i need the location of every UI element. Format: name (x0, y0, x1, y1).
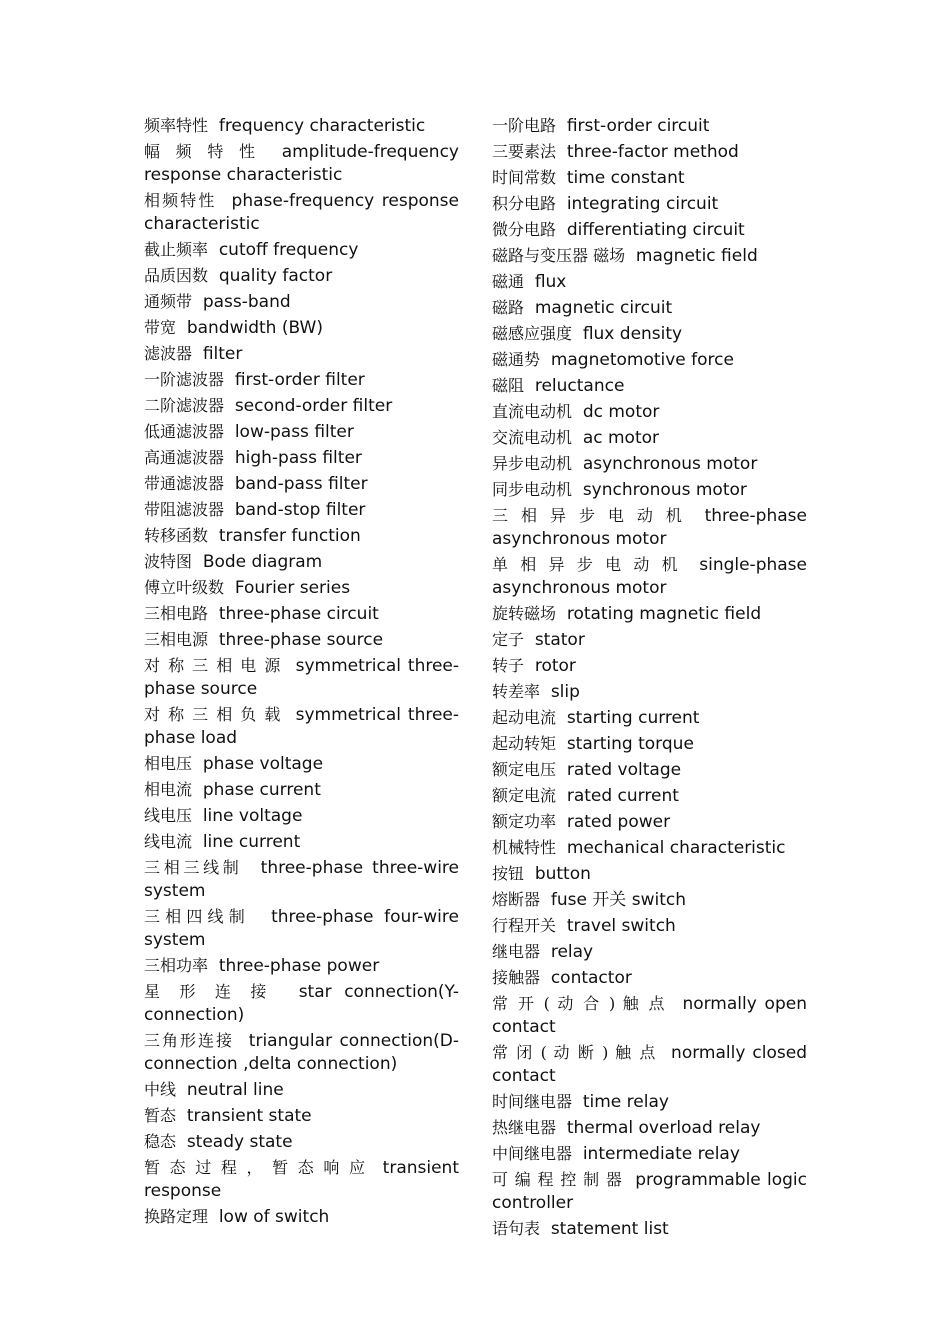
english-term: statement list (550, 1219, 669, 1239)
glossary-entry (144, 140, 459, 187)
glossary-entry (492, 602, 807, 626)
chinese-term: 定子 (492, 630, 525, 649)
english-term: rated current (566, 786, 679, 806)
english-term: star connection(Y-connection) (144, 982, 459, 1025)
chinese-term: 相电流 (144, 780, 193, 799)
chinese-term: 三要素法 (492, 142, 557, 161)
english-term: rated voltage (566, 760, 682, 780)
chinese-term: 转子 (492, 656, 525, 675)
glossary-entry (144, 752, 459, 776)
english-term: line current (202, 832, 301, 852)
glossary-entry (492, 810, 807, 834)
glossary-entry (492, 654, 807, 678)
chinese-term: 可 编 程 控 制 器 (492, 1170, 623, 1189)
chinese-term: 同步电动机 (492, 480, 573, 499)
glossary-entry (144, 856, 459, 903)
glossary-entry (492, 452, 807, 476)
english-term: frequency characteristic (218, 116, 426, 136)
english-term: symmetrical three-phase load (144, 705, 460, 748)
chinese-term: 频率特性 (144, 116, 209, 135)
chinese-term: 磁阻 (492, 376, 525, 395)
chinese-term: 一阶滤波器 (144, 370, 225, 389)
glossary-entry (144, 602, 459, 626)
english-term: triangular connection(D-connection ,delta connection) (144, 1031, 459, 1074)
glossary-entry (144, 472, 459, 496)
english-term: filter (202, 344, 243, 364)
glossary-entry (492, 296, 807, 320)
chinese-term: 单 相 异 步 电 动 机 (492, 555, 682, 574)
chinese-term: 三 相 异 步 电 动 机 (492, 506, 686, 525)
glossary-entry (144, 905, 459, 952)
chinese-term: 三相四线制 (144, 907, 250, 926)
chinese-term: 时间继电器 (492, 1092, 573, 1111)
english-term: starting current (566, 708, 700, 728)
glossary-entry (144, 316, 459, 340)
glossary-entry (492, 914, 807, 938)
glossary-entry (144, 954, 459, 978)
glossary-entry (144, 628, 459, 652)
chinese-term: 三相电源 (144, 630, 209, 649)
glossary-entry (144, 264, 459, 288)
chinese-term: 稳态 (144, 1132, 177, 1151)
english-term: time relay (582, 1092, 669, 1112)
chinese-term: 三角形连接 (144, 1031, 234, 1050)
glossary-entry (492, 992, 807, 1039)
glossary-entry (144, 703, 459, 750)
english-term: transfer function (218, 526, 361, 546)
chinese-term: 常 开 ( 动 合 ) 触 点 (492, 994, 667, 1013)
chinese-term: 转移函数 (144, 526, 209, 545)
chinese-term: 中线 (144, 1080, 177, 1099)
glossary-entry (492, 628, 807, 652)
glossary-entry (492, 1217, 807, 1241)
english-term: phase-frequency response characteristic (144, 191, 459, 234)
chinese-term: 时间常数 (492, 168, 557, 187)
english-term: flux (534, 272, 567, 292)
chinese-term: 对 称 三 相 电 源 (144, 656, 282, 675)
chinese-term: 换路定理 (144, 1207, 209, 1226)
english-term: magnetomotive force (550, 350, 734, 370)
glossary-entry (144, 550, 459, 574)
english-term: cutoff frequency (218, 240, 359, 260)
chinese-term: 熔断器 (492, 890, 541, 909)
english-term: fuse 开关 switch (550, 890, 686, 910)
english-term: symmetrical three-phase source (144, 656, 460, 699)
chinese-term: 相频特性 (144, 191, 217, 210)
glossary-entry (492, 426, 807, 450)
chinese-term: 常 闭 ( 动 断 ) 触 点 (492, 1043, 658, 1062)
glossary-entry (492, 836, 807, 860)
chinese-term: 暂 态 过 程 ， 暂 态 响 应 (144, 1158, 368, 1177)
glossary-entry (144, 342, 459, 366)
glossary-entry (492, 732, 807, 756)
english-term: magnetic circuit (534, 298, 673, 318)
chinese-term: 积分电路 (492, 194, 557, 213)
english-term: bandwidth (BW) (186, 318, 323, 338)
english-term: three-factor method (566, 142, 739, 162)
english-term: high-pass filter (234, 448, 362, 468)
chinese-term: 额定功率 (492, 812, 557, 831)
glossary-entry (492, 478, 807, 502)
chinese-term: 星 形 连 接 (144, 982, 274, 1001)
english-term: transient state (186, 1106, 312, 1126)
english-term: neutral line (186, 1080, 284, 1100)
glossary-entry (492, 680, 807, 704)
english-term: reluctance (534, 376, 625, 396)
english-term: pass-band (202, 292, 291, 312)
glossary-entry (492, 553, 807, 600)
glossary-entry (492, 862, 807, 886)
chinese-term: 行程开关 (492, 916, 557, 935)
english-term: single-phase asynchronous motor (492, 555, 807, 598)
english-term: second-order filter (234, 396, 393, 416)
chinese-term: 带宽 (144, 318, 177, 337)
chinese-term: 中间继电器 (492, 1144, 573, 1163)
glossary-entry (144, 238, 459, 262)
glossary-entry (144, 446, 459, 470)
english-term: rotor (534, 656, 576, 676)
glossary-entry (492, 966, 807, 990)
english-term: differentiating circuit (566, 220, 745, 240)
chinese-term: 品质因数 (144, 266, 209, 285)
english-term: thermal overload relay (566, 1118, 761, 1138)
english-term: magnetic field (635, 246, 758, 266)
glossary-entry (144, 1205, 459, 1229)
glossary-entry (144, 420, 459, 444)
glossary-entry (144, 189, 459, 236)
glossary-entry (492, 348, 807, 372)
chinese-term: 热继电器 (492, 1118, 557, 1137)
glossary-entry (144, 290, 459, 314)
chinese-term: 旋转磁场 (492, 604, 557, 623)
chinese-term: 对 称 三 相 负 载 (144, 705, 282, 724)
glossary-entry (144, 1029, 459, 1076)
glossary-entry (144, 1130, 459, 1154)
chinese-term: 通频带 (144, 292, 193, 311)
english-term: three-phase power (218, 956, 380, 976)
glossary-entry (144, 1156, 459, 1203)
english-term: Fourier series (234, 578, 351, 598)
glossary-entry (492, 784, 807, 808)
chinese-term: 起动转矩 (492, 734, 557, 753)
chinese-term: 带阻滤波器 (144, 500, 225, 519)
glossary-entry (144, 1078, 459, 1102)
chinese-term: 磁通势 (492, 350, 541, 369)
chinese-term: 语句表 (492, 1219, 541, 1238)
chinese-term: 三相电路 (144, 604, 209, 623)
english-term: steady state (186, 1132, 293, 1152)
english-term: ac motor (582, 428, 660, 448)
chinese-term: 截止频率 (144, 240, 209, 259)
english-term: phase voltage (202, 754, 324, 774)
chinese-term: 一阶电路 (492, 116, 557, 135)
chinese-term: 微分电路 (492, 220, 557, 239)
english-term: slip (550, 682, 580, 702)
chinese-term: 线电流 (144, 832, 193, 851)
chinese-term: 低通滤波器 (144, 422, 225, 441)
english-term: first-order filter (234, 370, 365, 390)
chinese-term: 二阶滤波器 (144, 396, 225, 415)
english-term: stator (534, 630, 585, 650)
glossary-entry (492, 1168, 807, 1215)
english-term: amplitude-frequency response characteristic (144, 142, 459, 185)
chinese-term: 三相三线制 (144, 858, 243, 877)
glossary-entry (144, 804, 459, 828)
chinese-term: 三相功率 (144, 956, 209, 975)
english-term: time constant (566, 168, 685, 188)
chinese-term: 磁路 (492, 298, 525, 317)
chinese-term: 起动电流 (492, 708, 557, 727)
glossary-entry (492, 758, 807, 782)
glossary-entry (144, 980, 459, 1027)
english-term: quality factor (218, 266, 333, 286)
chinese-term: 直流电动机 (492, 402, 573, 421)
glossary-entry (492, 1142, 807, 1166)
english-term: low-pass filter (234, 422, 354, 442)
english-term: three-phase asynchronous motor (492, 506, 807, 549)
chinese-term: 暂态 (144, 1106, 177, 1125)
english-term: line voltage (202, 806, 303, 826)
english-term: programmable logic controller (492, 1170, 808, 1213)
glossary-entry (492, 1090, 807, 1114)
english-term: integrating circuit (566, 194, 719, 214)
glossary-entry (144, 394, 459, 418)
english-term: low of switch (218, 1207, 330, 1227)
glossary-entry (492, 706, 807, 730)
glossary-entry (144, 114, 459, 138)
chinese-term: 异步电动机 (492, 454, 573, 473)
glossary-entry (492, 140, 807, 164)
english-term: mechanical characteristic (566, 838, 786, 858)
english-term: button (534, 864, 591, 884)
chinese-term: 接触器 (492, 968, 541, 987)
chinese-term: 滤波器 (144, 344, 193, 363)
chinese-term: 额定电压 (492, 760, 557, 779)
chinese-term: 幅 频 特 性 (144, 142, 261, 161)
english-term: dc motor (582, 402, 660, 422)
chinese-term: 傅立叶级数 (144, 578, 225, 597)
chinese-term: 高通滤波器 (144, 448, 225, 467)
english-term: contactor (550, 968, 632, 988)
english-term: Bode diagram (202, 552, 323, 572)
glossary-entry (492, 322, 807, 346)
english-term: three-phase three-wire system (144, 858, 459, 901)
glossary-entry (144, 778, 459, 802)
glossary-entry (492, 114, 807, 138)
glossary-entry (492, 1041, 807, 1088)
glossary-entry (492, 400, 807, 424)
glossary-entry (492, 166, 807, 190)
chinese-term: 磁通 (492, 272, 525, 291)
glossary-entry (144, 368, 459, 392)
glossary-entry (144, 654, 459, 701)
chinese-term: 磁感应强度 (492, 324, 573, 343)
english-term: band-pass filter (234, 474, 368, 494)
english-term: intermediate relay (582, 1144, 740, 1164)
chinese-term: 波特图 (144, 552, 193, 571)
english-term: asynchronous motor (582, 454, 758, 474)
glossary-entry (144, 830, 459, 854)
english-term: three-phase circuit (218, 604, 379, 624)
glossary-entry (492, 1116, 807, 1140)
chinese-term: 带通滤波器 (144, 474, 225, 493)
english-term: rated power (566, 812, 671, 832)
english-term: three-phase source (218, 630, 384, 650)
english-term: normally open contact (492, 994, 807, 1037)
chinese-term: 线电压 (144, 806, 193, 825)
glossary-entry (492, 940, 807, 964)
glossary-entry (492, 270, 807, 294)
glossary-entry (144, 524, 459, 548)
glossary-entry (492, 218, 807, 242)
english-term: three-phase four-wire system (144, 907, 459, 950)
glossary-entry (144, 576, 459, 600)
glossary-entry (492, 244, 807, 268)
english-term: normally closed contact (492, 1043, 807, 1086)
right-glossary-column (492, 114, 807, 1243)
glossary-entry (492, 888, 807, 912)
chinese-term: 交流电动机 (492, 428, 573, 447)
glossary-entry (492, 192, 807, 216)
chinese-term: 相电压 (144, 754, 193, 773)
glossary-entry (144, 1104, 459, 1128)
english-term: synchronous motor (582, 480, 747, 500)
english-term: phase current (202, 780, 321, 800)
english-term: transient response (144, 1158, 459, 1201)
chinese-term: 按钮 (492, 864, 525, 883)
chinese-term: 磁路与变压器 磁场 (492, 246, 626, 265)
english-term: travel switch (566, 916, 676, 936)
english-term: relay (550, 942, 594, 962)
left-glossary-column (144, 114, 459, 1231)
chinese-term: 额定电流 (492, 786, 557, 805)
english-term: first-order circuit (566, 116, 710, 136)
english-term: band-stop filter (234, 500, 366, 520)
chinese-term: 转差率 (492, 682, 541, 701)
glossary-entry (144, 498, 459, 522)
chinese-term: 继电器 (492, 942, 541, 961)
glossary-entry (492, 504, 807, 551)
glossary-entry (492, 374, 807, 398)
english-term: rotating magnetic field (566, 604, 762, 624)
english-term: starting torque (566, 734, 694, 754)
chinese-term: 机械特性 (492, 838, 557, 857)
english-term: flux density (582, 324, 683, 344)
